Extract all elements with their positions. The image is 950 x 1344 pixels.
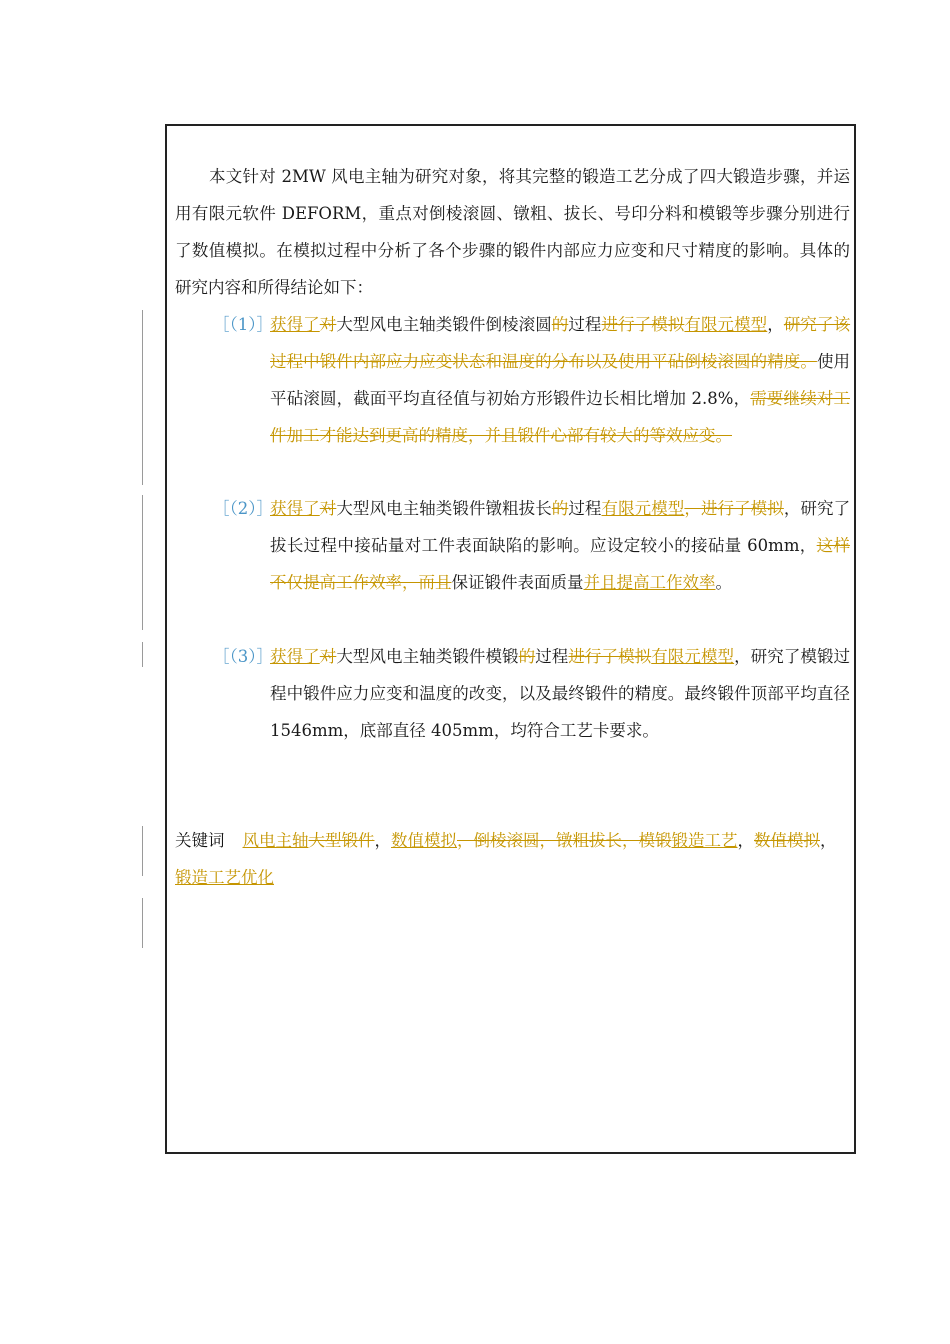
text: ，研究了拔长过程中接砧量对工件表面缺陷的影响。应设定较小的接砧量 60mm， <box>270 499 851 555</box>
list-number-1: ［（1）］ <box>213 315 273 334</box>
change-bar <box>142 898 143 948</box>
text: 过程 <box>535 647 569 666</box>
deletion: 研究了该过程中锻件内部应力应变状态和温度的分布以及使用平砧倒棱滚圆的精度。 <box>270 315 851 371</box>
text: 大型风电主轴类锻件镦粗拔长 <box>336 499 552 518</box>
change-bar <box>142 826 143 876</box>
insertion: 获得了 <box>270 647 320 666</box>
text: ，研究了模锻过程中锻件应力应变和温度的改变，以及最终锻件的精度。最终锻件顶部平均直径 1546mm，底部直径 405mm，均符合工艺卡要求。 <box>270 647 851 740</box>
deletion: 这样不仅提高工作效率，而且 <box>270 536 850 592</box>
list-number-3: ［（3）］ <box>213 647 273 666</box>
deletion: 的 <box>551 499 569 518</box>
insertion: 风电主轴 <box>242 831 309 850</box>
text: 过程 <box>568 315 602 334</box>
insertion: 锻造工艺 <box>671 831 738 850</box>
text: 大型风电主轴类锻件倒棱滚圆 <box>336 315 552 334</box>
insertion: 获得了 <box>270 499 320 518</box>
list-item-3 <box>270 638 850 749</box>
insertion: 有限元模型 <box>651 647 735 666</box>
list-item-1 <box>270 306 850 454</box>
deletion: 数值模拟 <box>754 831 820 850</box>
list-item-2 <box>270 490 850 601</box>
change-bar <box>142 495 143 630</box>
keywords-label: 关键词 <box>175 831 225 850</box>
deletion: 进行了模拟 <box>568 647 652 666</box>
insertion: 数值模拟 <box>391 831 457 850</box>
text: ， <box>820 831 837 850</box>
deletion: 对 <box>319 647 337 666</box>
text: ， <box>374 831 391 850</box>
deletion: 需要继续对工件加工才能达到更高的精度，并且锻件心部有较大的等效应变。 <box>270 389 850 445</box>
deletion: ，进行了模拟 <box>684 499 784 518</box>
deletion: ，倒棱滚圆，镦粗拔长，模锻 <box>457 831 672 850</box>
deletion: 的 <box>518 647 536 666</box>
text: ， <box>737 831 754 850</box>
abstract-intro: 本文针对 2MW 风电主轴为研究对象，将其完整的锻造工艺分成了四大锻造步骤，并运用有限元软件 DEFORM，重点对倒棱滚圆、镦粗、拔长、号印分料和模锻等步骤分别进行了数值模拟。在模拟过程中分析了各个步骤的锻件内部应力应变和尺寸精度的影响。具体的研究内容和所得结论如下： <box>175 167 850 297</box>
insertion: 有限元模型 <box>601 499 685 518</box>
text: 。 <box>715 573 732 592</box>
change-bar <box>142 310 143 485</box>
text: 使用平砧滚圆，截面平均直径值与初始方形锻件边长相比增加 2.8%， <box>270 352 851 408</box>
deletion: 的 <box>551 315 569 334</box>
insertion: 获得了 <box>270 315 320 334</box>
insertion: 有限元模型 <box>684 315 768 334</box>
text: 大型风电主轴类锻件模锻 <box>336 647 519 666</box>
keywords <box>175 822 850 896</box>
deletion: 对 <box>319 315 337 334</box>
text: ， <box>767 315 784 334</box>
deletion: 对 <box>319 499 337 518</box>
deletion: 进行了模拟 <box>601 315 685 334</box>
text: 过程 <box>568 499 602 518</box>
deletion: 大型锻件 <box>308 831 375 850</box>
insertion: 锻造工艺优化 <box>175 868 274 887</box>
list-number-2: ［（2）］ <box>213 499 273 518</box>
text: 保证锻件表面质量 <box>451 573 584 592</box>
change-bar <box>142 642 143 667</box>
insertion: 并且提高工作效率 <box>583 573 716 592</box>
